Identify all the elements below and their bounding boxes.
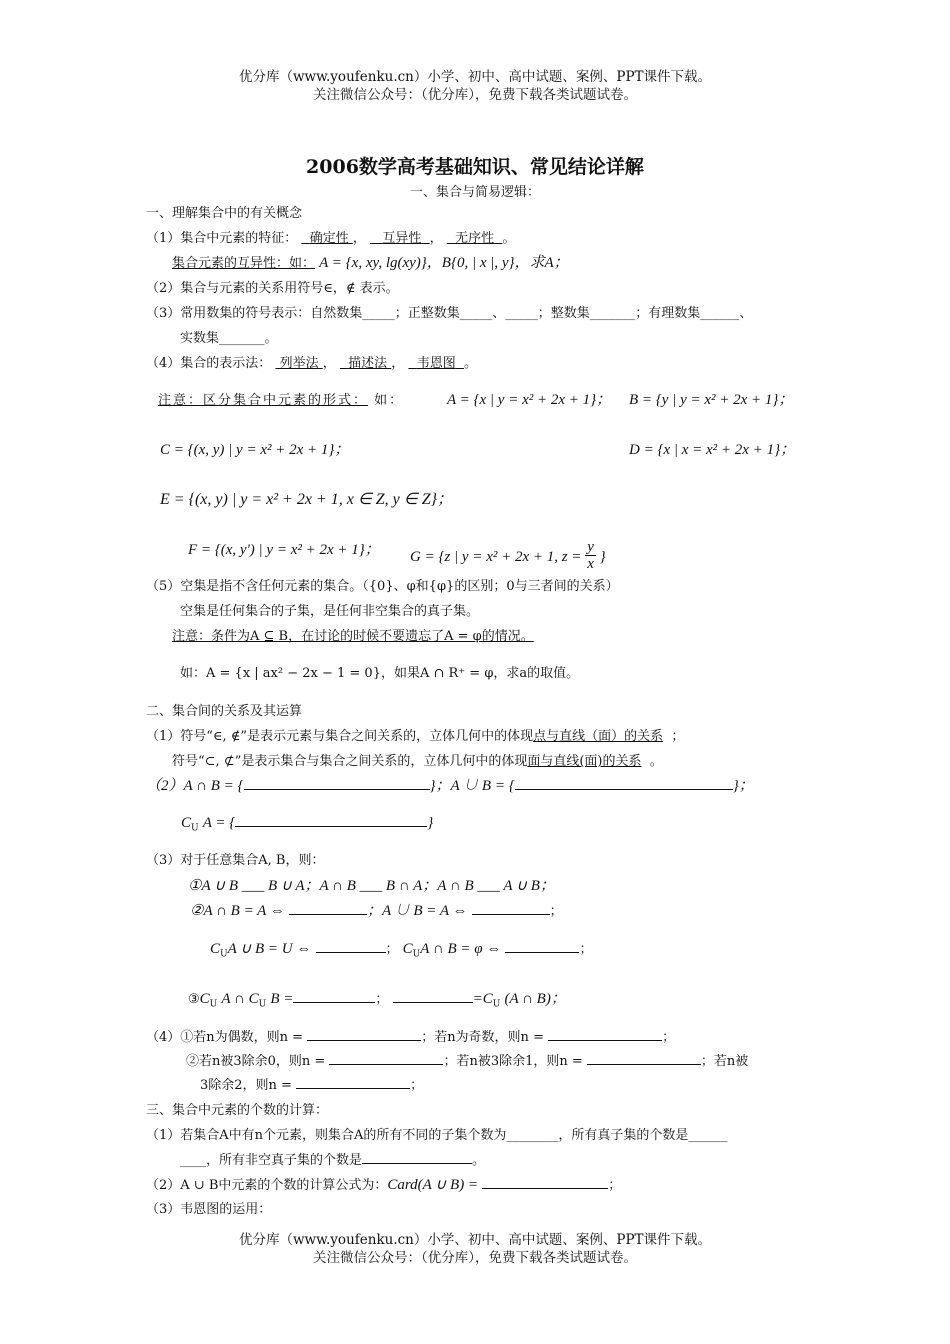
set-a: A = {x | y = x² + 2x + 1}； [447,392,612,408]
sec1-item1: （1）集合中元素的特征： 确定性 ， 互异性 ， 无序性 。 [146,231,516,246]
sec1-note: 注意：区分集合中元素的形式： 如： [158,393,405,408]
set-g: G = {z | y = x² + 2x + 1, z = $\frac{y}{x}$ } [410,539,606,572]
sec2-item4-2: ②若n被3除余0，则n = ；若n被3除余1，则n = ；若n被 [186,1054,749,1069]
sec2-item3-3: $C_UA$ ∪ B = U ⇔ ； $C_UA$ ∩ B = φ ⇔ ； [210,941,593,960]
section-subtitle: 一、集合与简易逻辑： [409,185,540,200]
sec1-item5: （5）空集是指不含任何元素的集合。（{0}、φ和{φ}的区别；0与三者间的关系） [146,579,619,594]
sec3-item1: （1）若集合A中有n个元素，则集合A的所有不同的子集个数为________，所有真子集的个数是______ [146,1128,728,1143]
sec1-item2: （2）集合与元素的关系用符号∈，∉ 表示。 [146,281,399,296]
header-line-1: 优分库（www.youfenku.cn）小学、初中、高中试题、案例、PPT课件下载。 [238,69,712,85]
sec1-item5-example: 如：A = {x | ax² − 2x − 1 = 0}，如果A ∩ R⁺ = φ，求a的取值。 [180,666,580,681]
sec2-item1b: 符号“⊂, ⊄”是表示集合与集合之间关系的，立体几何中的体现面与直线(面)的关系 。 [172,754,663,769]
footer-line-1: 优分库（www.youfenku.cn）小学、初中、高中试题、案例、PPT课件下载。 [238,1232,712,1248]
footer-line-2: 关注微信公众号：（优分库），免费下载各类试题试卷。 [313,1250,637,1266]
sec2-heading: 二、集合间的关系及其运算 [146,704,303,719]
sec2-item1: （1）符号“∈, ∉”是表示元素与集合之间关系的，立体几何中的体现点与直线（面）的关系 ； [146,729,685,744]
sec1-item4: （4）集合的表示法： 列举法 ， 描述法 ， 韦恩图 。 [146,356,477,371]
sec1-item3: （3）常用数集的符号表示：自然数集_____；正整数集_____、_____；整数集_______；有理数集______、 [146,306,753,321]
page-title: 2006数学高考基础知识、常见结论详解 [306,156,644,178]
set-e: E = {(x, y) | y = x² + 2x + 1, x ∈ Z, y ∈ Z}； [160,491,453,508]
sec2-item4-3: 3除余2，则n = ； [200,1078,424,1093]
set-d: D = {x | x = x² + 2x + 1}； [629,442,796,458]
sec2-item4: （4）①若n为偶数，则n = ；若n为奇数，则n = ； [146,1030,676,1045]
sec3-heading: 三、集合中元素的个数的计算： [146,1103,329,1118]
sec2-item2: （2）A ∩ B = { }；A ∪ B = { }； [146,778,754,794]
sec1-heading: 一、理解集合中的有关概念 [146,206,303,221]
sec2-item3-1: ①A ∪ B ___ B ∪ A；A ∩ B ___ B ∩ A；A ∩ B ___ A ∪ B； [188,878,555,894]
set-f: F = {(x, y') | y = x² + 2x + 1}； [188,542,380,558]
sec3-item3: （3）韦恩图的运用： [146,1202,272,1217]
sec2-item3-2: ②A ∩ B = A ⇔ ；A ∪ B = A ⇔ ； [190,903,563,919]
sec1-item5-cont: 空集是任何集合的子集，是任何非空集合的真子集。 [180,604,480,619]
sec2-item3: （3）对于任意集合A, B，则： [146,853,325,868]
sec1-item5-note: 注意：条件为A ⊆ B，在讨论的时候不要遗忘了A = φ的情况。 [172,629,534,644]
sec2-complement: $C_U$ A = { } [181,815,434,834]
header-line-2: 关注微信公众号：（优分库），免费下载各类试题试卷。 [313,87,637,103]
sec1-item1-note: 集合元素的互异性：如： A = {x, xy, lg(xy)}，B{0, | x |, y}，求A； [172,255,569,271]
sec3-item2: （2）A ∪ B中元素的个数的计算公式为：Card(A ∪ B) = ； [146,1177,622,1193]
set-b: B = {y | y = x² + 2x + 1}； [629,392,794,408]
sec2-item3-4: $③C_U$ A ∩ $C_U$ B = ； $=C_U$ (A ∩ B)； [188,991,566,1010]
set-c: C = {(x, y) | y = x² + 2x + 1}； [160,442,350,458]
sec3-item1-cont: ____，所有非空真子集的个数是 。 [180,1153,486,1168]
sec1-item3-cont: 实数集_______。 [180,331,278,346]
